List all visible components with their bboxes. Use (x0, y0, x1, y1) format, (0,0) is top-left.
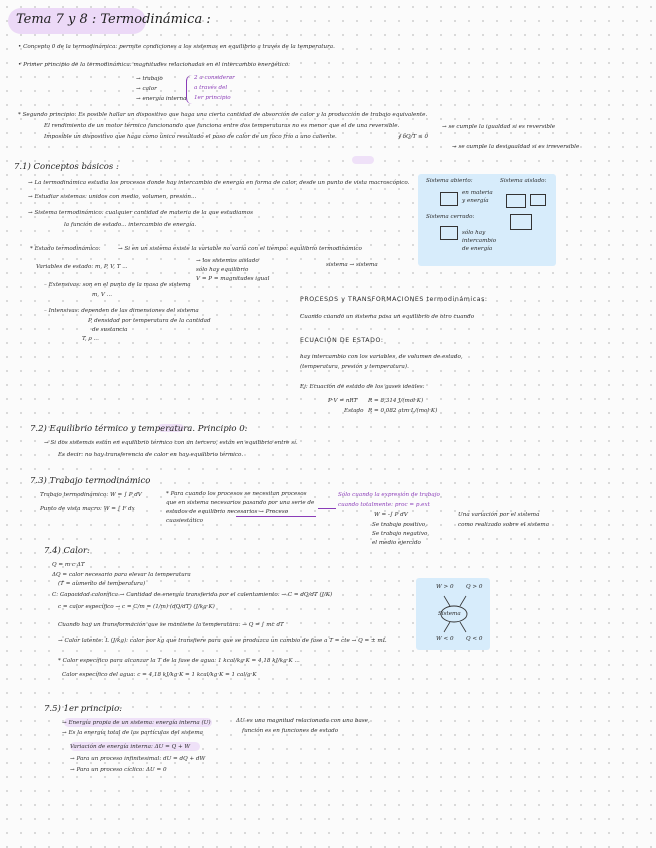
s75-right: función es en funciones de estado (242, 728, 339, 734)
right-note: sistema → sistema (326, 262, 378, 268)
arrow-line (318, 508, 336, 509)
ej-gases: Ej: Ecuación de estado de los gases ideales: (300, 384, 425, 390)
segundo-side-note: → se cumple la igualdad si es reversible (442, 124, 556, 130)
formula-pv: P·V = nRT (328, 398, 358, 404)
formula-r1: R = 8,314 J/(mol·K) (368, 398, 424, 404)
estado-arrow: → Si en un sistema existe la variable no varía con el tiempo: equilibrio termodinámico (118, 246, 362, 252)
cerrado-note: sólo hay (462, 230, 486, 236)
segundo-principio-1: * Segundo principio: Es posible hallar un dispositivo que haga una cierta cantidad de absorción de calor y la producción de trabajo equivalente. (18, 112, 428, 118)
procesos-title: PROCESOS y TRANSFORMACIONES termodinámicas: (300, 296, 488, 303)
ecuacion-line: (temperatura, presión y temperatura). (300, 364, 409, 370)
sistema-abierto-square (440, 192, 458, 206)
section-heading-7-4: 7.4) Calor: (44, 546, 90, 556)
s73-arrow-note: cuando totalmente: proc = p.ext (338, 502, 430, 508)
section-heading-7-1: 7.1) Conceptos básicos : (14, 162, 119, 172)
intensivas: – Intensivas: dependen de las dimensiones del sistema (44, 308, 199, 314)
arrow-label: W > 0 (436, 584, 454, 590)
mid-note: → los sistemas aislado (196, 258, 259, 264)
s73-note2: el medio ejercido (372, 540, 421, 546)
purple-brace (186, 75, 193, 104)
s74-line: (T = aumento de temperatura) (58, 581, 146, 587)
intro-item: → trabajo (136, 76, 163, 82)
s74-line: Q = m·c·ΔT (52, 562, 85, 568)
intro-concepto: • Concepto 0 de la termodinámica: permite condiciones a los sistemas en equilibrio a través de la temperatura. (18, 44, 335, 50)
section-heading-7-5: 7.5) 1er principio: (44, 704, 123, 714)
small-highlight (352, 156, 374, 164)
formula-estado: Estado (344, 408, 364, 414)
sistema-cerrado-label: Sistema cerrado: (426, 214, 475, 220)
s73-right: como realizado sobre el sistema (458, 522, 550, 528)
s75-right: ΔU es una magnitud relacionada con una base, (236, 718, 370, 724)
abierto-note: y energía (462, 198, 489, 204)
s75-line: → Para un proceso cíclico: ΔU = 0 (70, 767, 167, 773)
ecuacion-line: hay intercambio con los variables, de volumen de estado, (300, 354, 463, 360)
s74-line: ΔQ = calor necesario para elevar la temperatura (52, 572, 191, 578)
s73-formula: W = -∫ P dV (374, 512, 408, 518)
segundo-principio-2: El rendimiento de un motor térmico funcionando que funciona entre dos temperaturas no es menor que el de una reversible. (44, 123, 400, 129)
intro-note: 2 a considerar (194, 75, 235, 81)
s73-arrow-note: Sólo cuando la expresión de trabajo (338, 492, 440, 498)
estado-termodinamico: * Estado termodinámico: (30, 246, 101, 252)
cerrado-note: de energía (462, 246, 493, 252)
sistema-label: Sistema (438, 611, 461, 617)
integral-formula: ∮ δQ/T ≤ 0 (398, 134, 429, 140)
underline (236, 516, 316, 517)
s74-line: Cuando hay un transformación que se mantiene la temperatura: → Q = ∫ mc dT (58, 622, 284, 628)
s73-note2: Se trabajo positivo, (372, 522, 427, 528)
intro-item: → energía interna (136, 96, 187, 102)
s74-line: * Calor específico para alcanzar la T de la fase de agua: 1 kcal/kg·K = 4,18 kJ/kg·K ... (58, 658, 300, 664)
s73-note: * Para cuando los procesos se necesitan procesos que en sistema necesarios pasando por una serie de estados de equilibrio necesarios → Proceso cuasiestático (166, 491, 315, 524)
section-heading-7-2: 7.2) Equilibrio térmico y temperatura. Principio 0: (30, 424, 248, 434)
intro-note: a través del (194, 85, 228, 91)
arrow-label: Q > 0 (466, 584, 483, 590)
s75-line: → Para un proceso infinitesimal: dU = dQ + dW (70, 756, 206, 762)
intensivas-4: T, ρ ... (82, 336, 99, 342)
sistema-cerrado-square (440, 226, 458, 240)
formula-r2: R = 0,082 atm·L/(mol·K) (368, 408, 438, 414)
s72-line: → Si dos sistemas están en equilibrio térmico con un tercero, están en equilibrio entre sí. (44, 440, 298, 446)
intensivas-2: P, densidad por temperatura de la cantidad (88, 318, 211, 324)
s71-line: → La termodinámica estudia los procesos donde hay intercambio de energía en forma de calor, desde un punto de vista macroscópico. (28, 180, 410, 186)
mid-note: V = P = magnitudes igual (196, 276, 270, 282)
s71-line: la función de estado... intercambio de energía. (64, 222, 197, 228)
sistema-aislado-label: Sistema aislado: (500, 178, 547, 184)
systems-diagram (418, 174, 556, 266)
arrow-label: W < 0 (436, 636, 454, 642)
procesos-line: Cuando cuando un sistema pasa un equilibrio de otro cuando (300, 314, 475, 320)
arrow-label: Q < 0 (466, 636, 483, 642)
s73-note2: Se trabajo negativo, (372, 531, 430, 537)
s75-line: Variación de energía interna: ΔU = Q + W (70, 744, 191, 750)
abierto-note: en materia (462, 190, 493, 196)
s71-line: → Sistema termodinámico: cualquier cantidad de materia de la que estudiamos (28, 210, 253, 216)
segundo-side-note: → se cumple la desigualdad si es irreversible (452, 144, 580, 150)
mid-note: sólo hay equilibrio (196, 267, 249, 273)
segundo-principio-3: Imposible un dispositivo que haga como único resultado el paso de calor de un foco frío a uno caliente. (44, 134, 337, 140)
intensivas-3: de sustancia (92, 327, 128, 333)
s73-line: Trabajo termodinámico: W = ∫ P dV (40, 492, 142, 498)
intro-primer-principio: • Primer principio de la termodinámica: magnitudes relacionadas en el intercambio energético: (18, 62, 291, 68)
s73-right: Una variación por el sistema (458, 512, 540, 518)
extensivas-2: m, V ... (92, 292, 113, 298)
s74-line: Calor específico del agua: c = 4,18 kJ/kg·K = 1 kcal/kg·K = 1 cal/g·K (62, 672, 257, 678)
sistema-aislado-square (506, 194, 526, 208)
sistema-aislado-square-2 (530, 194, 546, 206)
sistema-abierto-label: Sistema abierto: (426, 178, 473, 184)
s75-line: → Es la energía total de las partículas del sistema (62, 730, 204, 736)
intro-item: → calor (136, 86, 157, 92)
section-heading-7-3: 7.3) Trabajo termodinámico (30, 476, 151, 486)
s74-line: c = calor específico → c = C/m = (1/m)·(dQ/dT) (J/kg·K) (58, 604, 215, 610)
variables-estado: Variables de estado: m, P, V, T ... (36, 264, 128, 270)
cerrado-note: intercambio (462, 238, 497, 244)
s72-line: Es decir: no hay transferencia de calor en hay equilibrio térmico. (58, 452, 244, 458)
s71-line: → Estudiar sistemas: unidos con medio, volumen, presión... (28, 194, 197, 200)
s74-line: → Calor latente: L (J/kg): calor por kg que transfiere para que se produzca un cambio de fase a T = cte → Q = ± mL (58, 638, 387, 644)
sistema-cerrado-square-2 (510, 214, 532, 230)
extensivas: – Extensivas: son en el punto de la masa de sistema (44, 282, 191, 288)
s75-line: → Energía propia de un sistema: energía interna (U) (62, 720, 211, 726)
s74-line: C: Capacidad calorífica → Cantidad de energía transferida por el calentamiento: → C = dQ/dT (J/K) (52, 592, 333, 598)
ecuacion-title: ECUACIÓN DE ESTADO: (300, 337, 384, 344)
intro-note: 1er principio (194, 95, 231, 101)
page-title: Tema 7 y 8 : Termodinámica : (16, 12, 211, 27)
s73-line: Punto de vista macro: W = ∫ F dx (40, 506, 135, 512)
